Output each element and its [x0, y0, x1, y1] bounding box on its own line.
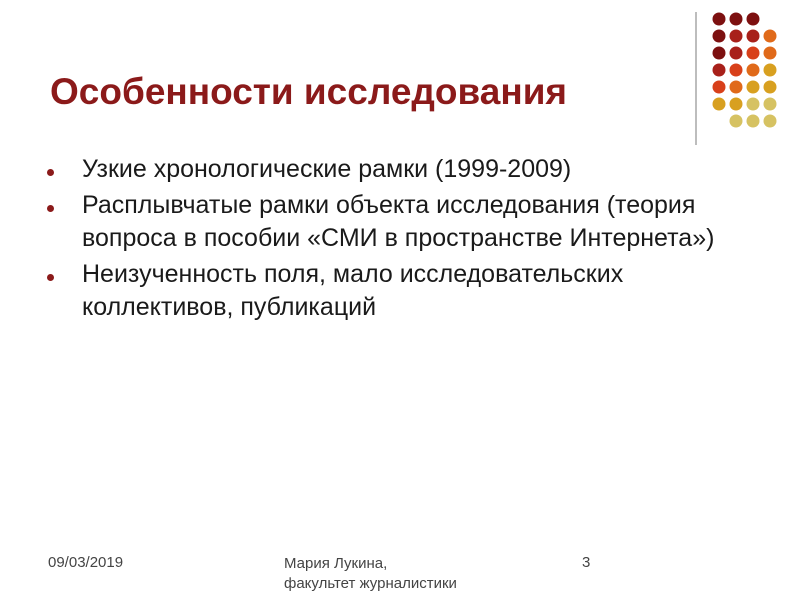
decorative-dot	[730, 64, 743, 77]
bullet-list	[46, 153, 746, 327]
decorative-dot	[764, 115, 777, 128]
decorative-dot	[713, 13, 726, 26]
decorative-dot	[747, 81, 760, 94]
title-divider-line	[695, 12, 697, 145]
decorative-dot	[764, 81, 777, 94]
bullet-marker	[47, 205, 54, 212]
decorative-dot	[713, 81, 726, 94]
decorative-dot	[713, 64, 726, 77]
decorative-dot	[747, 115, 760, 128]
decorative-dot	[764, 47, 777, 60]
decorative-dot	[764, 64, 777, 77]
footer-page-number: 3	[582, 554, 591, 571]
footer-date: 09/03/2019	[48, 554, 124, 571]
bullet-text: Неизученность поля, мало исследовательских коллективов, публикаций	[82, 259, 624, 321]
decorative-dot	[747, 98, 760, 111]
bullet-item	[46, 153, 746, 187]
decorative-dot	[713, 30, 726, 43]
decorative-dot	[747, 64, 760, 77]
bullet-marker	[47, 169, 54, 176]
decorative-dot	[764, 98, 777, 111]
decorative-dot	[730, 13, 743, 26]
decorative-dot	[747, 47, 760, 60]
bullet-item	[46, 258, 746, 325]
bullet-text: Расплывчатые рамки объекта исследования (теория вопроса в пособии «СМИ в пространстве Интернета»)	[82, 190, 715, 252]
decorative-dot	[747, 30, 760, 43]
footer-author	[284, 554, 544, 595]
decorative-dot	[713, 47, 726, 60]
decorative-dot	[764, 30, 777, 43]
decorative-dot	[747, 13, 760, 26]
decorative-dot	[730, 30, 743, 43]
decorative-dot	[713, 98, 726, 111]
decorative-dot	[730, 115, 743, 128]
bullet-text: Узкие хронологические рамки (1999-2009)	[82, 155, 572, 183]
slide-title: Особенности исследования	[50, 71, 568, 112]
bullet-marker	[47, 274, 54, 281]
decorative-dot	[730, 47, 743, 60]
footer-author-name: Мария Лукина,	[284, 555, 388, 572]
decorative-dot	[730, 98, 743, 111]
bullet-item	[46, 189, 746, 256]
decorative-dot	[730, 81, 743, 94]
footer-author-faculty: факультет журналистики	[284, 575, 457, 593]
